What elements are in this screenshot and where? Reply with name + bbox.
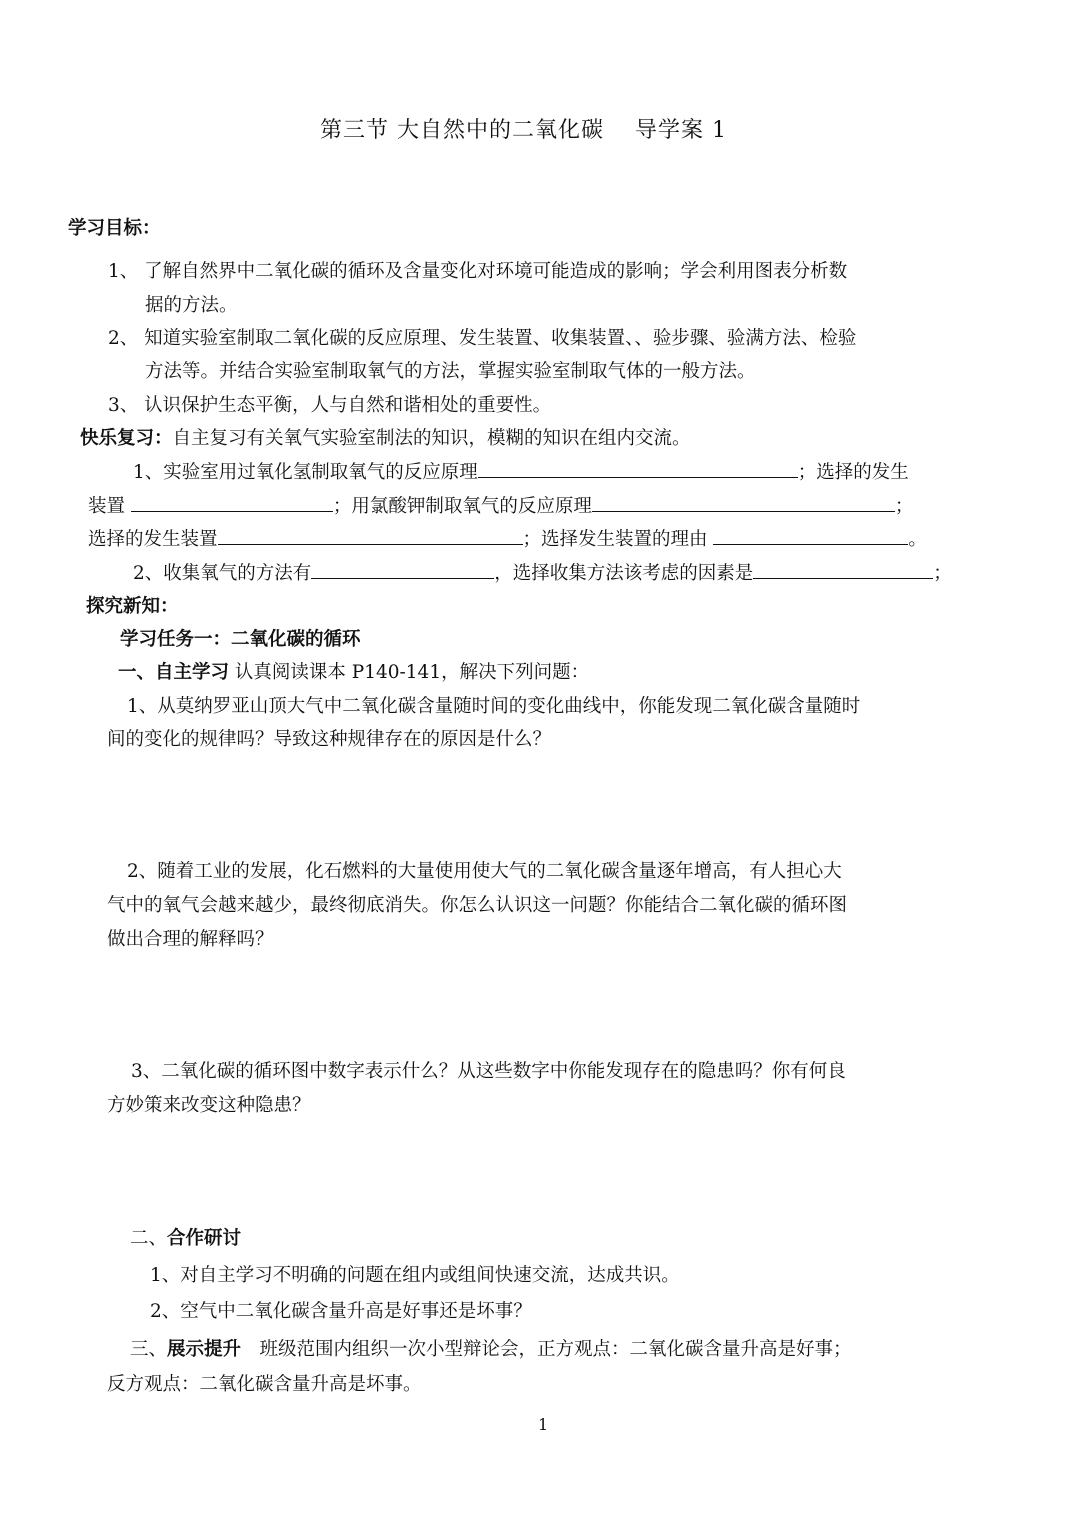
showcase-line-2: 反方观点：二氧化碳含量升高是坏事。 xyxy=(107,1374,422,1395)
cooperation-item-1: 1、对自主学习不明确的问题在组内或组间快速交流，达成共识。 xyxy=(150,1265,680,1286)
objective-1-line-1: 1、 了解自然界中二氧化碳的循环及含量变化对环境可能造成的影响；学会利用图表分析数 xyxy=(108,261,848,282)
self-study-row xyxy=(118,658,589,688)
answer-blank-h2o2-principle[interactable] xyxy=(478,457,798,478)
question-2-line-3: 做出合理的解释吗？ xyxy=(107,929,274,950)
page-title: 第三节 大自然中的二氧化碳 导学案 1 xyxy=(320,118,727,143)
question-2-line-1: 2、随着工业的发展，化石燃料的大量使用使大气的二氧化碳含量逐年增高，有人担心大 xyxy=(127,861,842,882)
answer-blank-collection-factors[interactable] xyxy=(753,558,933,579)
answer-blank-collection-method[interactable] xyxy=(311,558,494,579)
review-q2-row xyxy=(133,558,952,589)
question-2-line-2: 气中的氧气会越来越少，最终彻底消失。你怎么认识这一问题？你能结合二氧化碳的循环图 xyxy=(107,895,848,916)
review-heading: 快乐复习： xyxy=(80,428,173,449)
review-q1-row3 xyxy=(88,524,927,555)
answer-blank-kclo3-principle[interactable] xyxy=(592,491,895,512)
question-1-line-1: 1、从莫纳罗亚山顶大气中二氧化碳含量随时间的变化曲线中，你能发现二氧化碳含量随时 xyxy=(127,696,861,717)
review-q2-text-b: ，选择收集方法该考虑的因素是 xyxy=(494,563,754,584)
explore-heading: 探究新知： xyxy=(86,596,179,617)
task1-heading: 学习任务一：二氧化碳的循环 xyxy=(120,629,361,650)
answer-blank-h2o2-apparatus[interactable] xyxy=(131,491,333,512)
review-intro: 自主复习有关氧气实验室制法的知识，模糊的知识在组内交流。 xyxy=(172,428,691,449)
answer-blank-apparatus-reason[interactable] xyxy=(713,524,908,545)
showcase-label: 展示提升 xyxy=(167,1339,242,1360)
review-q1-text-b: ；选择的发生 xyxy=(797,462,909,483)
showcase-text: 班级范围内组织一次小型辩论会，正方观点：二氧化碳含量升高是好事； xyxy=(241,1339,852,1360)
question-1-line-2: 间的变化的规律吗？导致这种规律存在的原因是什么？ xyxy=(107,729,552,750)
review-q1-row2 xyxy=(88,491,913,522)
showcase-row xyxy=(130,1335,852,1365)
review-q1-text-c: 装置 xyxy=(88,496,131,517)
review-q2-text-c: ； xyxy=(933,563,952,584)
self-study-label: 一、自主学习 xyxy=(118,662,230,683)
review-q1-text-d: ；用氯酸钾制取氧气的反应原理 xyxy=(332,496,592,517)
question-3-line-1: 3、二氧化碳的循环图中数字表示什么？从这些数字中你能发现存在的隐患吗？你有何良 xyxy=(131,1061,846,1082)
cooperation-row xyxy=(130,1224,241,1254)
review-q1-text-h: 。 xyxy=(908,529,927,550)
objective-3: 3、 认识保护生态平衡，人与自然和谐相处的重要性。 xyxy=(108,395,552,416)
objective-1-line-2: 据的方法。 xyxy=(145,295,238,316)
review-row xyxy=(80,424,691,454)
review-q2-text-a: 2、收集氧气的方法有 xyxy=(133,563,312,584)
objective-2-line-2: 方法等。并结合实验室制取氧气的方法，掌握实验室制取气体的一般方法。 xyxy=(145,361,756,382)
self-study-text: 认真阅读课本 P140-141，解决下列问题： xyxy=(229,662,590,683)
objectives-heading: 学习目标： xyxy=(68,218,161,239)
showcase-prefix: 三、 xyxy=(130,1339,168,1360)
review-q1-text-g: ；选择发生装置的理由 xyxy=(522,529,714,550)
page-number: 1 xyxy=(538,1415,549,1434)
cooperation-item-2: 2、空气中二氧化碳含量升高是好事还是坏事？ xyxy=(150,1301,532,1322)
question-3-line-2: 方妙策来改变这种隐患？ xyxy=(107,1095,311,1116)
review-q1-text-a: 1、实验室用过氧化氢制取氧气的反应原理 xyxy=(133,462,478,483)
cooperation-label: 合作研讨 xyxy=(167,1228,242,1249)
review-q1-row1 xyxy=(133,457,909,488)
review-q1-text-f: 选择的发生装置 xyxy=(88,529,218,550)
objective-2-line-1: 2、 知道实验室制取二氧化碳的反应原理、发生装置、收集装置、、验步骤、验满方法、检验 xyxy=(108,328,857,349)
review-q1-text-e: ； xyxy=(894,496,914,517)
answer-blank-kclo3-apparatus[interactable] xyxy=(218,524,523,545)
cooperation-prefix: 二、 xyxy=(130,1228,168,1249)
